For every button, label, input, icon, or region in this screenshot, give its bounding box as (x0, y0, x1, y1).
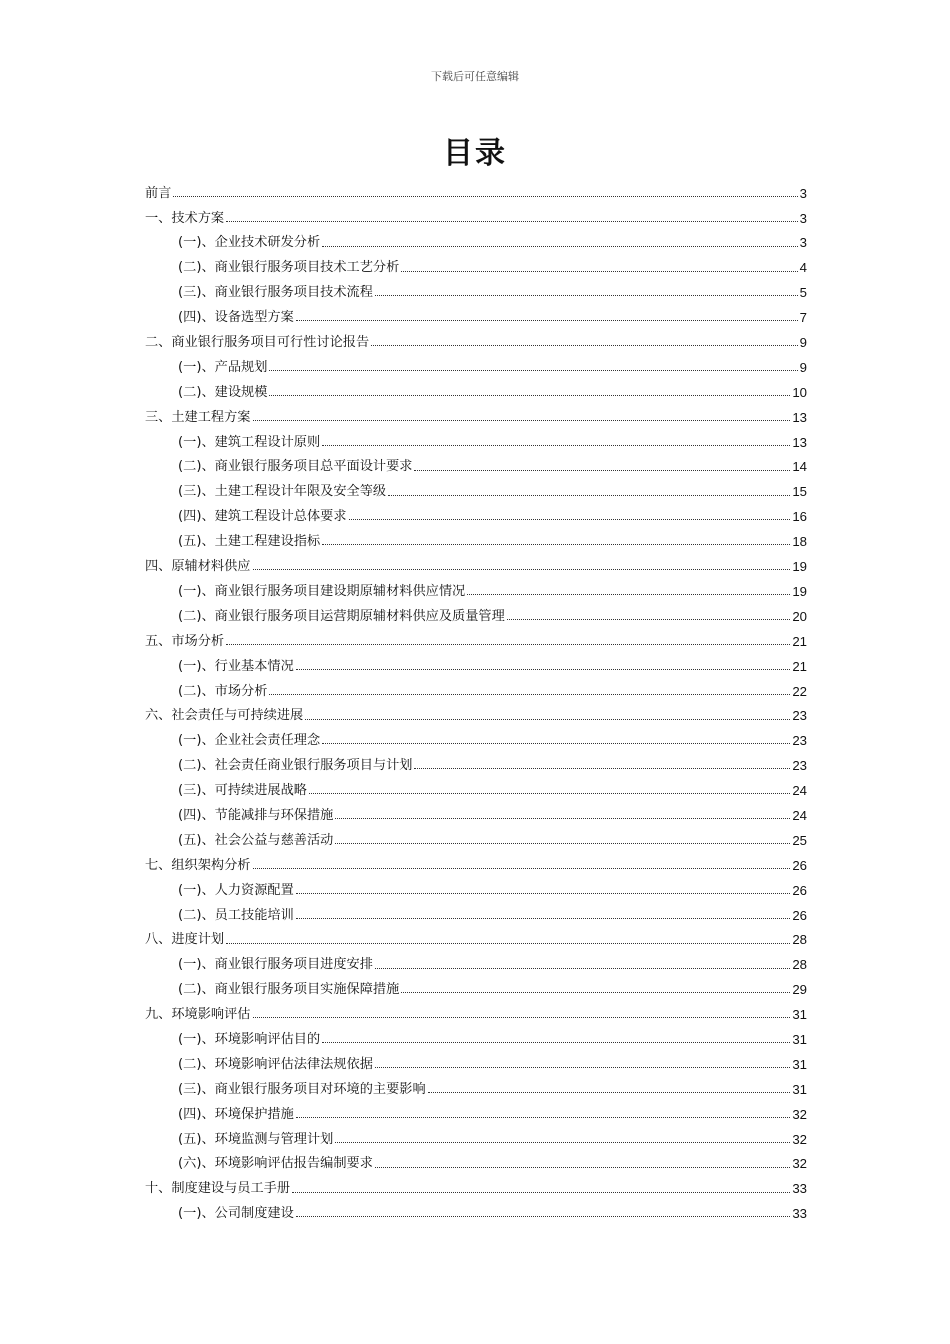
toc-subentry[interactable] (145, 1146, 807, 1171)
toc-entry-label: (二)、商业银行服务项目总平面设计要求 (178, 459, 413, 475)
dot-leader (349, 518, 791, 520)
toc-subentry[interactable] (145, 972, 807, 997)
toc-entry-page-number: 22 (792, 683, 807, 699)
toc-entry-page-number: 31 (792, 1031, 807, 1047)
toc-entry-label: (五)、社会公益与慈善活动 (178, 832, 334, 848)
toc-entry-label: 二、商业银行服务项目可行性讨论报告 (145, 335, 370, 351)
dot-leader (296, 319, 798, 321)
toc-entry-label: (一)、环境影响评估目的 (178, 1031, 321, 1047)
dot-leader (467, 593, 790, 595)
toc-subentry[interactable] (145, 897, 807, 922)
dot-leader (388, 494, 790, 496)
toc-entry-page-number: 33 (792, 1206, 807, 1222)
toc-entry[interactable] (145, 324, 807, 349)
toc-entry-page-number: 19 (792, 583, 807, 599)
toc-entry-page-number: 13 (792, 434, 807, 450)
toc-entry-page-number: 24 (792, 807, 807, 823)
toc-entry-page-number: 31 (792, 1056, 807, 1072)
toc-subentry[interactable] (145, 1046, 807, 1071)
toc-entry-label: 四、原辅材料供应 (145, 559, 251, 575)
toc-entry-label: (二)、市场分析 (178, 683, 268, 699)
toc-entry[interactable] (145, 922, 807, 947)
toc-entry-page-number: 9 (799, 335, 807, 351)
toc-entry-page-number: 9 (799, 359, 807, 375)
toc-entry-label: (二)、社会责任商业银行服务项目与计划 (178, 758, 413, 774)
toc-entry-label: 一、技术方案 (145, 210, 225, 226)
toc-subentry[interactable] (145, 275, 807, 300)
toc-entry-label: 五、市场分析 (145, 633, 225, 649)
dot-leader (296, 917, 791, 919)
toc-subentry[interactable] (145, 797, 807, 822)
toc-entry-label: (一)、企业技术研发分析 (178, 235, 321, 251)
dot-leader (173, 195, 797, 197)
toc-entry-page-number: 5 (799, 285, 807, 301)
toc-entry-page-number: 20 (792, 608, 807, 624)
toc-entry-page-number: 28 (792, 932, 807, 948)
dot-leader (335, 1141, 790, 1143)
toc-entry-label: 三、土建工程方案 (145, 409, 251, 425)
toc-subentry[interactable] (145, 947, 807, 972)
toc-subentry[interactable] (145, 673, 807, 698)
toc-subentry[interactable] (145, 250, 807, 275)
toc-entry-page-number: 32 (792, 1131, 807, 1147)
toc-entry[interactable] (145, 175, 807, 200)
toc-entry-page-number: 3 (799, 185, 807, 201)
toc-entry-page-number: 33 (792, 1181, 807, 1197)
dot-leader (375, 1166, 790, 1168)
dot-leader (296, 1116, 791, 1118)
toc-entry-page-number: 10 (792, 384, 807, 400)
toc-entry-label: (四)、建筑工程设计总体要求 (178, 509, 347, 525)
dot-leader (226, 942, 790, 944)
toc-entry-label: (一)、商业银行服务项目建设期原辅材料供应情况 (178, 583, 466, 599)
toc-subentry[interactable] (145, 747, 807, 772)
toc-entry[interactable] (145, 1171, 807, 1196)
dot-leader (269, 369, 797, 371)
toc-entry[interactable] (145, 847, 807, 872)
toc-entry-label: (五)、土建工程建设指标 (178, 534, 321, 550)
toc-entry-page-number: 23 (792, 733, 807, 749)
toc-entry[interactable] (145, 698, 807, 723)
toc-entry-page-number: 18 (792, 534, 807, 550)
toc-subentry[interactable] (145, 872, 807, 897)
toc-entry-label: (一)、产品规划 (178, 359, 268, 375)
dot-leader (371, 344, 797, 346)
toc-subentry[interactable] (145, 1021, 807, 1046)
toc-subentry[interactable] (145, 499, 807, 524)
toc-subentry[interactable] (145, 424, 807, 449)
toc-entry-label: (二)、商业银行服务项目运营期原辅材料供应及质量管理 (178, 608, 505, 624)
toc-entry-page-number: 32 (792, 1106, 807, 1122)
dot-leader (296, 668, 791, 670)
dot-leader (292, 1191, 790, 1193)
dot-leader (322, 543, 790, 545)
toc-title: 目录 (443, 136, 507, 171)
dot-leader (296, 892, 791, 894)
toc-entry-label: 八、进度计划 (145, 932, 225, 948)
dot-leader (507, 618, 791, 620)
toc-entry-page-number: 24 (792, 783, 807, 799)
toc-entry-page-number: 13 (792, 409, 807, 425)
toc-subentry[interactable] (145, 723, 807, 748)
toc-entry-label: (五)、环境监测与管理计划 (178, 1131, 334, 1147)
toc-entry-label: (三)、商业银行服务项目对环境的主要影响 (178, 1081, 426, 1097)
toc-entry-label: 六、社会责任与可持续进展 (145, 708, 304, 724)
toc-entry-page-number: 26 (792, 882, 807, 898)
toc-entry[interactable] (145, 399, 807, 424)
dot-leader (269, 394, 790, 396)
dot-leader (414, 767, 790, 769)
toc-entry-page-number: 4 (799, 260, 807, 276)
toc-entry-label: (二)、员工技能培训 (178, 907, 294, 923)
dot-leader (296, 1215, 791, 1217)
toc-entry-page-number: 16 (792, 509, 807, 525)
toc-entry-label: (四)、环境保护措施 (178, 1106, 294, 1122)
toc-entry-label: 九、环境影响评估 (145, 1007, 251, 1023)
toc-entry-label: 十、制度建设与员工手册 (145, 1181, 291, 1197)
toc-entry-label: (二)、环境影响评估法律法规依据 (178, 1056, 373, 1072)
dot-leader (414, 469, 790, 471)
table-of-contents (145, 175, 807, 1220)
dot-leader (322, 245, 797, 247)
toc-subentry[interactable] (145, 474, 807, 499)
toc-subentry[interactable] (145, 598, 807, 623)
dot-leader (253, 568, 791, 570)
toc-subentry[interactable] (145, 822, 807, 847)
dot-leader (269, 693, 790, 695)
toc-entry-page-number: 21 (792, 633, 807, 649)
toc-subentry[interactable] (145, 374, 807, 399)
toc-entry-label: 前言 (145, 185, 172, 201)
toc-entry-label: (一)、企业社会责任理念 (178, 733, 321, 749)
toc-entry-label: (一)、商业银行服务项目进度安排 (178, 957, 373, 973)
dot-leader (335, 842, 790, 844)
toc-subentry[interactable] (145, 573, 807, 598)
toc-entry-label: (三)、可持续进展战略 (178, 783, 307, 799)
toc-entry-label: 七、组织架构分析 (145, 857, 251, 873)
dot-leader (322, 444, 790, 446)
toc-entry-page-number: 7 (799, 310, 807, 326)
dot-leader (401, 991, 790, 993)
toc-subentry[interactable] (145, 1121, 807, 1146)
toc-entry-page-number: 19 (792, 559, 807, 575)
dot-leader (226, 643, 790, 645)
toc-entry[interactable] (145, 200, 807, 225)
toc-entry-label: (四)、设备选型方案 (178, 310, 294, 326)
dot-leader (253, 1016, 791, 1018)
toc-entry-page-number: 26 (792, 907, 807, 923)
toc-entry-page-number: 3 (799, 210, 807, 226)
toc-entry-label: (六)、环境影响评估报告编制要求 (178, 1156, 373, 1172)
dot-leader (322, 742, 790, 744)
toc-entry-page-number: 31 (792, 1081, 807, 1097)
dot-leader (428, 1091, 791, 1093)
toc-entry-page-number: 23 (792, 708, 807, 724)
toc-entry[interactable] (145, 996, 807, 1021)
dot-leader (375, 1066, 790, 1068)
toc-subentry[interactable] (145, 349, 807, 374)
page-header-note: 下载后可任意编辑 (431, 70, 519, 83)
toc-subentry[interactable] (145, 1096, 807, 1121)
toc-entry-page-number: 3 (799, 235, 807, 251)
toc-entry-label: (一)、公司制度建设 (178, 1206, 294, 1222)
toc-entry-page-number: 32 (792, 1156, 807, 1172)
toc-entry-page-number: 28 (792, 957, 807, 973)
toc-subentry[interactable] (145, 1071, 807, 1096)
dot-leader (375, 294, 798, 296)
toc-subentry[interactable] (145, 772, 807, 797)
dot-leader (322, 1041, 790, 1043)
toc-entry-page-number: 29 (792, 982, 807, 998)
toc-entry-page-number: 15 (792, 484, 807, 500)
toc-subentry[interactable] (145, 648, 807, 673)
toc-entry-page-number: 21 (792, 658, 807, 674)
toc-subentry[interactable] (145, 523, 807, 548)
toc-entry-label: (一)、行业基本情况 (178, 658, 294, 674)
toc-entry-label: (三)、土建工程设计年限及安全等级 (178, 484, 387, 500)
toc-entry-label: (三)、商业银行服务项目技术流程 (178, 285, 373, 301)
toc-entry-label: (二)、商业银行服务项目技术工艺分析 (178, 260, 400, 276)
toc-entry-page-number: 26 (792, 857, 807, 873)
dot-leader (335, 817, 790, 819)
dot-leader (401, 270, 797, 272)
toc-entry-label: (二)、建设规模 (178, 384, 268, 400)
toc-subentry[interactable] (145, 225, 807, 250)
toc-subentry[interactable] (145, 449, 807, 474)
toc-entry-page-number: 31 (792, 1007, 807, 1023)
dot-leader (226, 220, 798, 222)
toc-entry-page-number: 23 (792, 758, 807, 774)
toc-subentry[interactable] (145, 1196, 807, 1221)
toc-subentry[interactable] (145, 299, 807, 324)
dot-leader (253, 419, 791, 421)
toc-entry[interactable] (145, 623, 807, 648)
toc-entry-page-number: 25 (792, 832, 807, 848)
toc-entry-label: (二)、商业银行服务项目实施保障措施 (178, 982, 400, 998)
toc-entry-label: (四)、节能减排与环保措施 (178, 807, 334, 823)
toc-entry-label: (一)、人力资源配置 (178, 882, 294, 898)
dot-leader (309, 792, 790, 794)
toc-entry-label: (一)、建筑工程设计原则 (178, 434, 321, 450)
dot-leader (375, 967, 790, 969)
dot-leader (305, 718, 790, 720)
toc-entry[interactable] (145, 548, 807, 573)
toc-entry-page-number: 14 (792, 459, 807, 475)
dot-leader (253, 867, 791, 869)
